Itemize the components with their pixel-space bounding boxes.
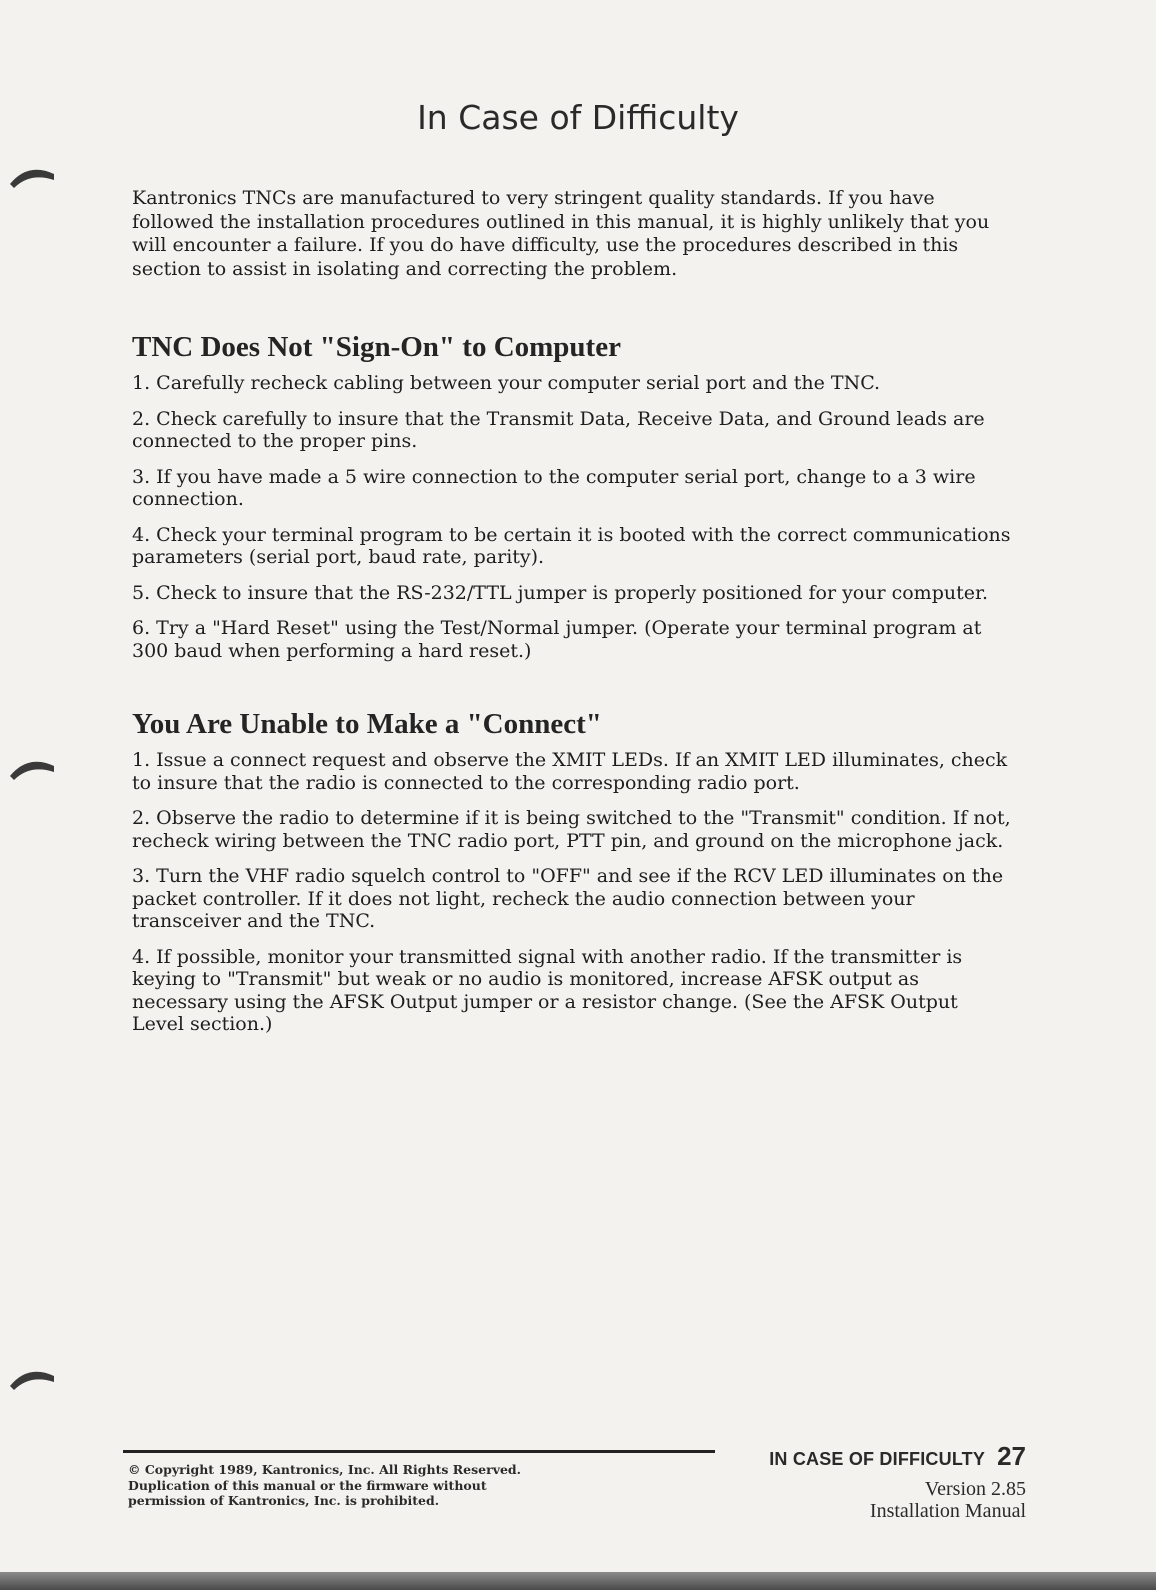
list-item: 2. Check carefully to insure that the Transmit Data, Receive Data, and Ground leads are connected to the proper pins.	[132, 407, 985, 452]
footer-right	[769, 1441, 1026, 1522]
copyright-line: Duplication of this manual or the firmware without	[128, 1477, 487, 1493]
list-item: 1. Issue a connect request and observe the XMIT LEDs. If an XMIT LED illuminates, check to insure that the radio is connected to the corresponding radio port.	[132, 749, 1008, 794]
list-item: 2. Observe the radio to determine if it is being switched to the "Transmit" condition. If not, recheck wiring between the TNC radio port, PTT pin, and ground on the microphone jack.	[132, 807, 1011, 852]
list-item: 3. Turn the VHF radio squelch control to "OFF" and see if the RCV LED illuminates on the packet controller. If it does not light, recheck the audio connection between your transceiver and the TNC.	[132, 865, 1004, 932]
page-content	[132, 187, 1012, 1049]
list-item: 4. Check your terminal program to be certain it is booted with the correct communications parameters (serial port, baud rate, parity).	[132, 523, 1011, 568]
copyright-notice	[128, 1462, 688, 1509]
list-item: 1. Carefully recheck cabling between your computer serial port and the TNC.	[132, 372, 881, 394]
intro-paragraph: Kantronics TNCs are manufactured to very stringent quality standards. If you have followed the installation procedures outlined in this manual, it is highly unlikely that you will encounter a failure. If you do have difficulty, use the procedures described in this section to assist in isolating and correcting the problem.	[132, 187, 990, 280]
list-item: 6. Try a "Hard Reset" using the Test/Normal jumper. (Operate your terminal program at 300 baud when performing a hard reset.)	[132, 617, 982, 662]
list-item: 5. Check to insure that the RS-232/TTL jumper is properly positioned for your computer.	[132, 581, 989, 604]
section-heading-sign-on: TNC Does Not "Sign-On" to Computer	[132, 331, 621, 363]
page-title: In Case of Difficulty	[417, 98, 739, 137]
list-item: 3. If you have made a 5 wire connection to the computer serial port, change to a 3 wire connection.	[132, 465, 976, 510]
binder-hole-top	[8, 160, 56, 190]
binder-hole-bottom	[8, 1362, 56, 1392]
section-heading-connect: You Are Unable to Make a "Connect"	[132, 708, 602, 740]
list-item: 4. If possible, monitor your transmitted signal with another radio. If the transmitter is keying to "Transmit" but weak or no audio is monitored, increase AFSK output as necessary using the AFSK Output jumper or a resistor change. (See the AFSK Output Level section.)	[132, 945, 963, 1035]
copyright-line: © Copyright 1989, Kantronics, Inc. All Rights Reserved.	[128, 1462, 522, 1477]
footer-section-label: IN CASE OF DIFFICULTY	[769, 1449, 986, 1469]
footer-rule	[123, 1450, 715, 1453]
binder-hole-middle	[8, 752, 56, 782]
sign-on-steps	[132, 372, 1012, 662]
page-number: 27	[997, 1441, 1026, 1471]
manual-label: Installation Manual	[869, 1500, 1026, 1522]
running-footer	[769, 1441, 1026, 1472]
connect-steps	[132, 749, 1012, 1036]
version-label: Version 2.85	[924, 1478, 1026, 1500]
page-bottom-edge	[0, 1572, 1156, 1590]
copyright-line: permission of Kantronics, Inc. is prohibited.	[128, 1493, 440, 1508]
